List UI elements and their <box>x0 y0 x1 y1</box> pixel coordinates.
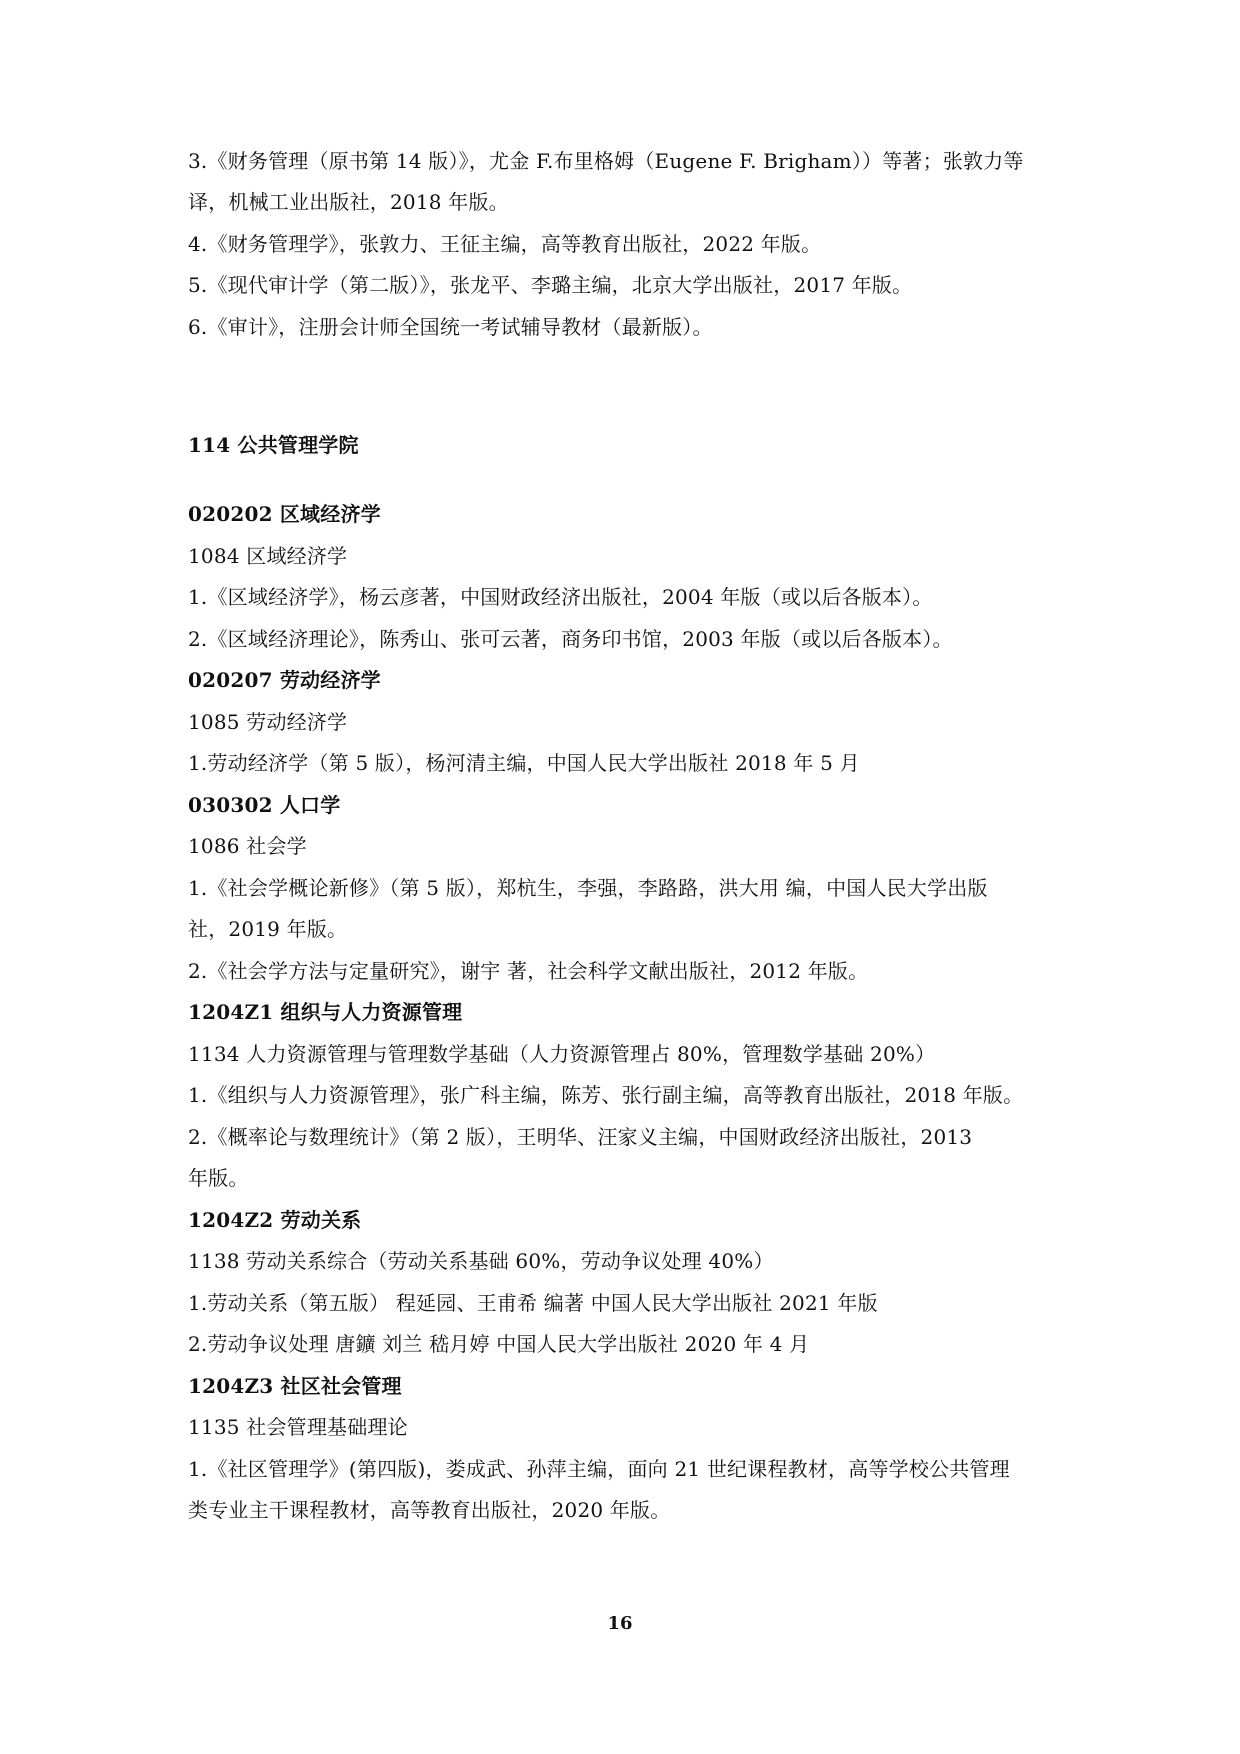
exam-subject: 1085 劳动经济学 <box>188 710 348 734</box>
program-heading: 020202 区域经济学 <box>188 502 381 526</box>
reference-item: 1.劳动经济学（第 5 版），杨河清主编，中国人民大学出版社 2018 年 5 月 <box>188 751 860 775</box>
reference-item: 2.《区域经济理论》，陈秀山、张可云著，商务印书馆，2003 年版（或以后各版本）。 <box>188 627 953 651</box>
reference-item-continued: 年版。 <box>188 1166 249 1190</box>
reference-item: 1.劳动关系（第五版） 程延园、王甫希 编著 中国人民大学出版社 2021 年版 <box>188 1291 878 1315</box>
exam-subject: 1138 劳动关系综合（劳动关系基础 60%，劳动争议处理 40%） <box>188 1249 774 1273</box>
text-line: 译，机械工业出版社，2018 年版。 <box>188 190 509 214</box>
program-heading: 020207 劳动经济学 <box>188 668 381 692</box>
reference-item: 2.《社会学方法与定量研究》，谢宇 著，社会科学文献出版社，2012 年版。 <box>188 959 869 983</box>
text-line: 5.《现代审计学（第二版）》，张龙平、李璐主编，北京大学出版社，2017 年版。 <box>188 273 913 297</box>
page-number: 16 <box>607 1613 633 1634</box>
text-line: 4.《财务管理学》，张敦力、王征主编，高等教育出版社，2022 年版。 <box>188 232 822 256</box>
reference-item: 2.《概率论与数理统计》（第 2 版），王明华、汪家义主编，中国财政经济出版社，2013 <box>188 1125 973 1149</box>
reference-item-continued: 社，2019 年版。 <box>188 917 348 941</box>
exam-subject: 1084 区域经济学 <box>188 544 348 568</box>
program-heading: 1204Z2 劳动关系 <box>188 1208 362 1232</box>
exam-subject: 1135 社会管理基础理论 <box>188 1415 408 1439</box>
reference-item: 1.《区域经济学》，杨云彦著，中国财政经济出版社，2004 年版（或以后各版本）。 <box>188 585 933 609</box>
text-line: 6.《审计》，注册会计师全国统一考试辅导教材（最新版）。 <box>188 315 713 339</box>
program-heading: 1204Z1 组织与人力资源管理 <box>188 1000 463 1024</box>
exam-subject: 1086 社会学 <box>188 834 307 858</box>
reference-item: 1.《社区管理学》(第四版)，娄成武、孙萍主编，面向 21 世纪课程教材，高等学校公共管理 <box>188 1457 1010 1481</box>
exam-subject: 1134 人力资源管理与管理数学基础（人力资源管理占 80%，管理数学基础 20%） <box>188 1042 936 1066</box>
program-heading: 1204Z3 社区社会管理 <box>188 1374 402 1398</box>
reference-item-continued: 类专业主干课程教材，高等教育出版社，2020 年版。 <box>188 1498 671 1522</box>
reference-item: 1.《社会学概论新修》（第 5 版），郑杭生，李强，李路路，洪大用 编，中国人民大学出版 <box>188 876 988 900</box>
text-line: 3.《财务管理（原书第 14 版）》，尤金 F.布里格姆（Eugene F. Brigham））等著；张敦力等 <box>188 149 1024 173</box>
section-heading: 114 公共管理学院 <box>188 433 359 457</box>
program-heading: 030302 人口学 <box>188 793 341 817</box>
reference-item: 2.劳动争议处理 唐鑛 刘兰 嵇月婷 中国人民大学出版社 2020 年 4 月 <box>188 1332 810 1356</box>
reference-item: 1.《组织与人力资源管理》，张广科主编，陈芳、张行副主编，高等教育出版社，2018 年版。 <box>188 1083 1024 1107</box>
